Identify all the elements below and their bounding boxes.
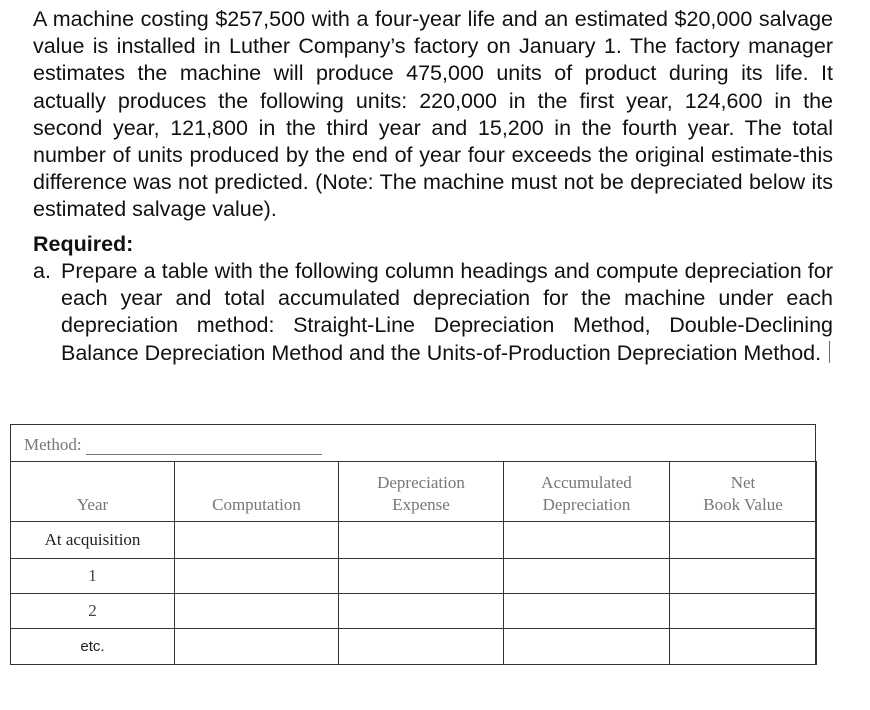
- row-label: etc.: [11, 629, 175, 665]
- table-row: [11, 594, 817, 629]
- table-cell[interactable]: [670, 594, 817, 629]
- method-field: [24, 435, 322, 455]
- table-cell[interactable]: [339, 629, 504, 665]
- header-accumulated-depreciation: Accumulated Depreciation: [504, 462, 670, 522]
- table-row: [11, 629, 817, 665]
- table-cell[interactable]: [670, 629, 817, 665]
- method-blank-line[interactable]: [86, 440, 322, 455]
- table-cell[interactable]: [504, 522, 670, 559]
- table-cell[interactable]: [504, 594, 670, 629]
- table-cell[interactable]: [175, 594, 339, 629]
- required-heading: Required:: [33, 232, 134, 256]
- header-computation: Computation: [175, 462, 339, 522]
- table-cell[interactable]: [175, 522, 339, 559]
- depreciation-table-template: [10, 424, 816, 665]
- table-cell[interactable]: [175, 559, 339, 594]
- depreciation-table: [10, 461, 817, 665]
- table-cell[interactable]: [175, 629, 339, 665]
- header-depreciation-expense: Depreciation Expense: [339, 462, 504, 522]
- table-header-row: [11, 462, 817, 522]
- row-label: 1: [11, 559, 175, 594]
- text-cursor: [829, 341, 830, 363]
- table-cell[interactable]: [339, 559, 504, 594]
- problem-statement: A machine costing $257,500 with a four-year life and an estimated $20,000 salvage value is installed in Luther Company’s factory on January 1. The factory manager estimates the machine will produce 475,000 units of product during its life. It actually produces the following units: 220,000 in the first year, 124,600 in the second year, 121,800 in the third year and 15,200 in the fourth year. The total number of units produced by the end of year four exceeds the original estimate-this difference was not predicted. (Note: The machine must not be depreciated below its estimated salvage value).: [33, 7, 833, 222]
- header-year: Year: [11, 462, 175, 522]
- table-cell[interactable]: [339, 594, 504, 629]
- table-cell[interactable]: [670, 559, 817, 594]
- table-cell[interactable]: [504, 559, 670, 594]
- method-label: Method:: [24, 435, 82, 454]
- table-row: [11, 559, 817, 594]
- header-net-book-value: Net Book Value: [670, 462, 817, 522]
- requirement-a: [33, 258, 833, 367]
- row-label: At acquisition: [11, 522, 175, 559]
- row-label: 2: [11, 594, 175, 629]
- requirement-a-marker: a.: [33, 259, 51, 283]
- table-cell[interactable]: [670, 522, 817, 559]
- table-row: [11, 522, 817, 559]
- requirement-a-text: Prepare a table with the following column headings and compute depreciation for each year and total accumulated depreciation for the machine under each depreciation method: Straight-Line Depreciation Method, Double-Declining Balance Depreciation Method and the Units-of-Production Depreciation Method.: [61, 259, 833, 365]
- table-cell[interactable]: [339, 522, 504, 559]
- table-cell[interactable]: [504, 629, 670, 665]
